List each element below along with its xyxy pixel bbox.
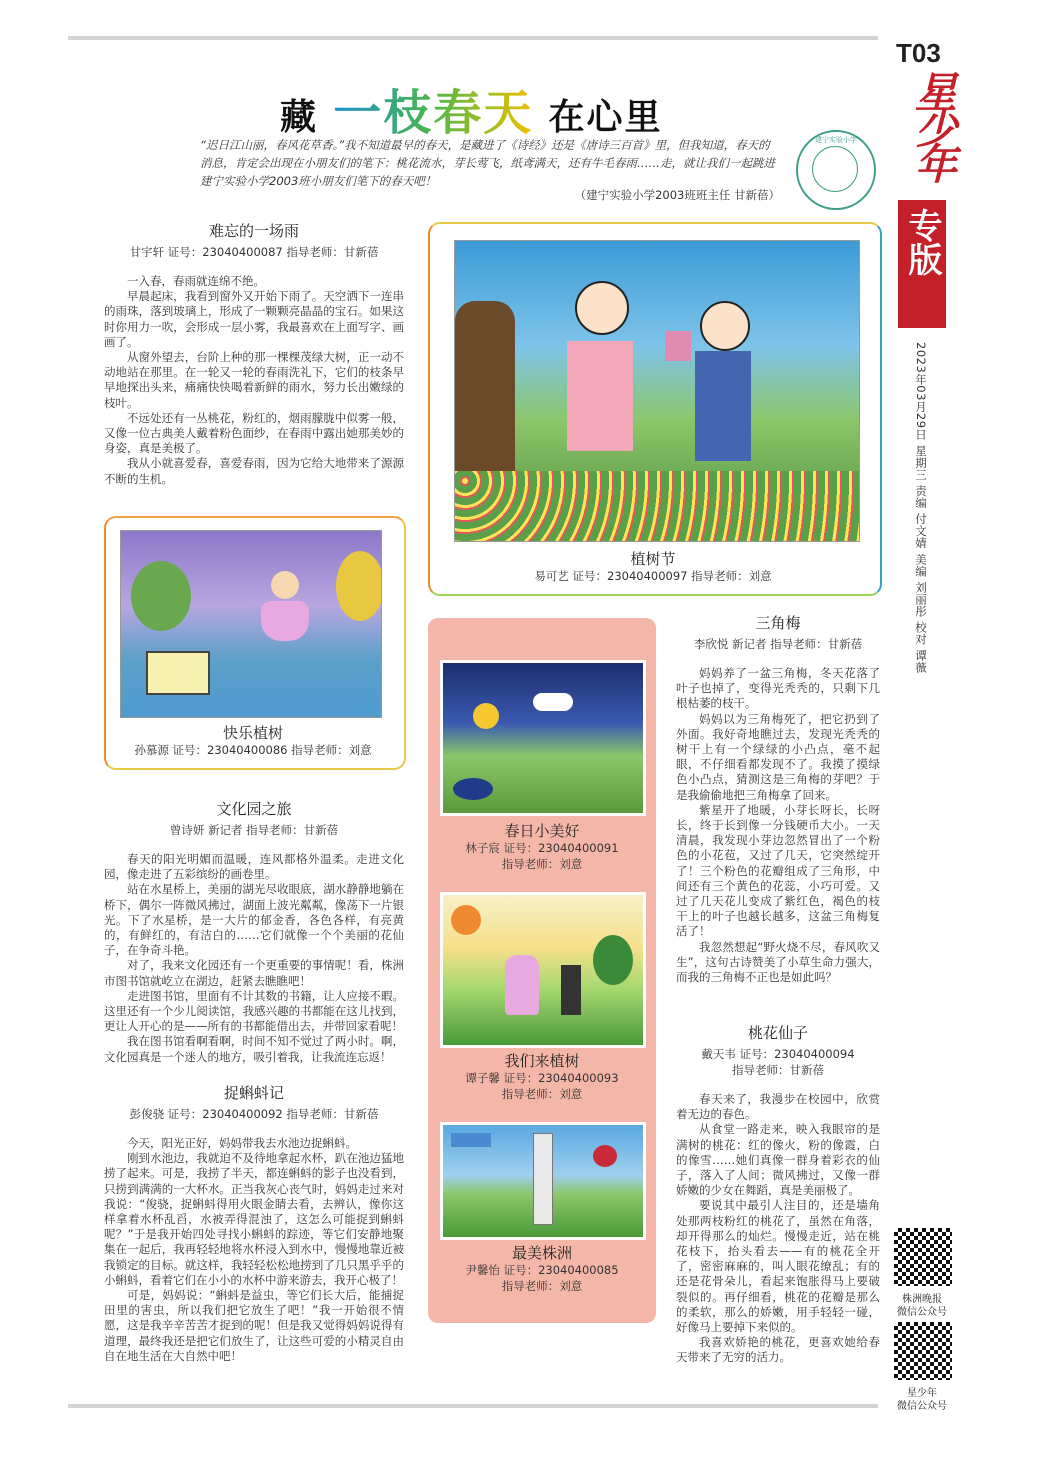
paragraph: 我在图书馆看啊看啊，时间不知不觉过了两小时。啊，文化园真是一个迷人的地方，吸引着我，让我流连忘返！: [104, 1034, 404, 1064]
artwork-meta-1: 易可艺 证号：23040400097 指导老师：刘意: [534, 569, 772, 583]
top-rule: [68, 36, 878, 40]
artwork-meta-4b: 指导老师：刘意: [501, 1087, 583, 1101]
school-logo-text: 建宁实验小学: [815, 136, 857, 144]
tree-shape: [593, 935, 633, 985]
girl-dress: [567, 341, 633, 451]
article-4: [676, 612, 880, 985]
cloud-shape: [533, 693, 573, 711]
girl-figure: [575, 281, 629, 335]
tree-shape: [336, 551, 382, 621]
paragraph: 春天来了，我漫步在校园中，欣赏着无边的春色。: [676, 1092, 880, 1122]
boy-figure: [700, 301, 750, 351]
intro-sign: （建宁实验小学2003班班主任 甘新蓓）: [574, 188, 780, 202]
artwork-title-1: 植树节: [630, 550, 676, 568]
article-body: [676, 1092, 880, 1366]
paragraph: 从食堂一路走来，映入我眼帘的是满树的桃花：红的像火，粉的像霞，白的像雪……她们真像一群身着彩衣的仙子，落入了人间；微风拂过，又像一群娇嫩的少女在舞蹈，真是美丽极了。: [676, 1122, 880, 1198]
paragraph: 一入春，春雨就连绵不绝。: [127, 274, 265, 288]
paragraph: 不远处还有一丛桃花，粉红的，烟雨朦胧中似雾一般，又像一位古典美人戴着粉色面纱，在春雨中露出她那美妙的身姿，真是美极了。: [104, 410, 404, 456]
paragraph: 我忽然想起“野火烧不尽，春风吹又生”，这句古诗赞美了小草生命力强大，而我的三角梅不正也是如此吗？: [676, 939, 880, 985]
article-meta: 李欣悦 新记者 指导老师：甘新蓓: [693, 637, 863, 651]
article-body: [104, 852, 404, 1065]
paragraph: 走进图书馆，里面有不计其数的书籍，让人应接不暇。这里还有一个少儿阅读馆，我感兴趣的书都能在这儿找到，更让人开心的是——所有的书都能借出去，并带回家看呢！: [104, 988, 404, 1034]
paragraph: 我喜欢娇艳的桃花，更喜欢她给春天带来了无穷的活力。: [676, 1335, 880, 1365]
headline-part-3: 在心里: [548, 97, 663, 138]
article-3: [104, 1082, 404, 1364]
headline-part-1: 藏: [280, 97, 319, 138]
label-box: [451, 1133, 491, 1147]
article-title: 文化园之旅: [216, 800, 292, 818]
article-meta: 指导老师：甘新蓓: [732, 1063, 824, 1077]
article-title: 桃花仙子: [747, 1024, 808, 1042]
school-logo: [796, 130, 876, 210]
article-title: 三角梅: [755, 614, 801, 632]
paragraph: 要说其中最引人注目的，还是墙角处那两枝粉红的桃花了，虽然在角落，却开得那么的灿烂。慢慢走近，站在桃花枝下，抬头看去——有的桃花全开了，密密麻麻的，叫人眼花缭乱；有的还是花骨朵儿，看起来饱胀得马上要破裂似的。再仔细看，桃花的花瓣是那么的柔软，那么的娇嫩，用手轻轻一碰，好像马上要掉下来似的。: [676, 1198, 880, 1335]
artwork-image-4: [440, 892, 646, 1048]
tree-shape: [131, 561, 191, 631]
artwork-meta-3a: 林子宸 证号：23040400091: [465, 841, 619, 855]
artwork-image-5: [440, 1122, 646, 1240]
headline-part-2: 一枝春天: [333, 85, 534, 141]
paragraph: 从窗外望去，台阶上种的那一棵棵茂绿大树，正一动不动地站在那里。在一轮又一轮的春雨洗礼下，它们的枝条早早地探出头来，痛痛快快喝着新鲜的雨水，努力长出嫩绿的枝叶。: [104, 350, 404, 410]
article-body: [104, 1136, 404, 1364]
paragraph: 我从小就喜爱春，喜爱春雨，因为它给大地带来了源源不断的生机。: [104, 456, 404, 486]
paragraph: 可是，妈妈说：“蝌蚪是益虫，等它们长大后，能捕捉田里的害虫，所以我们把它放生了吧！”我一开始很不情愿，这是我辛辛苦苦才捉到的呢！但是我又觉得妈妈说得有道理，最终我还是把它们放生了，让这些可爱的小精灵自由自在地生活在大自然中吧！: [104, 1288, 404, 1363]
artwork-title-4: 我们来植树: [504, 1052, 580, 1070]
artwork-image-1: [454, 240, 860, 542]
artwork-meta-3b: 指导老师：刘意: [501, 857, 583, 871]
qr-label-2a: 星少年: [907, 1388, 937, 1399]
article-body: [676, 666, 880, 985]
article-title: 难忘的一场雨: [208, 222, 299, 240]
artwork-image-3: [440, 660, 646, 816]
intro-text: “迟日江山丽，春风花草香。”我不知道最早的春天，是藏进了《诗经》还是《唐诗三百首》里，但我知道，春天的消息，肯定会出现在小朋友们的笔下：桃花流水，芽长莺飞，纸鸢满天，还有牛毛春雨……走，就让我们一起跳进建宁实验小学2003班小朋友们笔下的春天吧！: [200, 138, 775, 188]
boy-body: [695, 351, 751, 461]
tower-shape: [533, 1133, 553, 1225]
artwork-title-3: 春日小美好: [504, 822, 580, 840]
paragraph: 今天，阳光正好，妈妈带我去水池边捉蝌蚪。: [127, 1136, 357, 1150]
dress-shape: [261, 601, 309, 641]
article-meta: 曾诗妍 新记者 指导老师：甘新蓓: [169, 823, 339, 837]
paragraph: 站在水星桥上，美丽的湖光尽收眼底，湖水静静地躺在桥下，偶尔一阵微风拂过，湖面上波光粼粼，像荡下一片银光。下了水星桥，是一大片的郁金香，各色各样，有亮黄的，有鲜红的，有洁白的……它们就像一个个美丽的花仙子，在争奇斗艳。: [104, 882, 404, 958]
article-5: [676, 1022, 880, 1366]
paragraph: 对了，我来文化园还有一个更重要的事情呢！看，株洲市图书馆就屹立在湖边，赶紧去瞧瞧吧！: [104, 958, 404, 988]
artwork-meta-2: 孙慕源 证号：23040400086 指导老师：刘意: [134, 743, 372, 757]
artwork-meta-5b: 指导老师：刘意: [501, 1279, 583, 1293]
artwork-meta-5a: 尹馨怡 证号：23040400085: [465, 1263, 619, 1277]
paragraph: 早晨起床，我看到窗外又开始下雨了。天空洒下一连串的雨珠，落到玻璃上，形成了一颗颗亮晶晶的宝石。如果这时你用力一吹，会形成一层小雾，我最喜欢在上面写字、画画了。: [104, 289, 404, 349]
qr-label-1a: 株洲晚报: [902, 1294, 942, 1305]
girl-figure: [505, 955, 539, 1015]
artwork-meta-4a: 谭子馨 证号：23040400093: [465, 1071, 619, 1085]
headline: [280, 74, 663, 143]
section-ribbon: [898, 200, 946, 328]
brand-logo: 星少年: [909, 70, 958, 178]
article-meta: 甘宇轩 证号：23040400087 指导老师：甘新蓓: [129, 245, 379, 259]
artwork-image-2: [120, 530, 382, 718]
article-body: [104, 274, 404, 487]
page-code: T03: [896, 38, 941, 68]
section-label: 专版: [902, 208, 942, 276]
sun-shape: [451, 905, 481, 935]
sun-shape: [473, 703, 499, 729]
boy-figure: [561, 965, 581, 1015]
paragraph: 妈妈养了一盆三角梅，冬天花落了叶子也掉了，变得光秃秃的，只剩下几根枯萎的枝干。: [676, 666, 880, 711]
paragraph: 春天的阳光明媚而温暖，连风都格外温柔。走进文化园，像走进了五彩缤纷的画卷里。: [104, 852, 404, 882]
article-meta: 彭俊骁 证号：23040400092 指导老师：甘新蓓: [129, 1107, 379, 1121]
qr-label-2b: 微信公众号: [897, 1401, 947, 1412]
paragraph: 妈妈以为三角梅死了，把它扔到了外面。我好奇地瞧过去，发现光秃秃的树干上有一个绿绿的小凸点，毫不起眼，不仔细看都发现不了。我摸了摸绿色小凸点，猜测这是三角梅的芽吧？于是我偷偷地把三角梅拿了回来。: [676, 711, 880, 802]
qr-code-2[interactable]: [894, 1322, 952, 1380]
paragraph: 紫星开了地暖，小芽长呀长，长呀长，终于长到像一分钱硬币大小。一天清晨，我发现小芽边忽然冒出了一个粉色的小花苞，又过了几天，它突然绽开了！三个粉色的花瓣组成了三角形，中间还有三个黄色的花蕊，小巧可爱。又过了几天花儿变成了紫红色，褐色的枝干上的叶子也越长越多，这盆三角梅复活了！: [676, 802, 880, 939]
article-1: [104, 220, 404, 487]
flower-field: [455, 471, 859, 541]
school-logo-inner: [812, 146, 858, 192]
artwork-title-2: 快乐植树: [222, 724, 283, 742]
qr-code-1[interactable]: [894, 1228, 952, 1286]
artwork-title-5: 最美株洲: [511, 1244, 572, 1262]
article-2: [104, 798, 404, 1065]
article-title: 捉蝌蚪记: [223, 1084, 284, 1102]
qr-label-1b: 微信公众号: [897, 1307, 947, 1318]
child-figure: [271, 571, 299, 599]
date-line: 2023年03月29日 星期三 责编 付文婧 美编 刘丽彤 校对 谭薇: [914, 342, 928, 674]
house-shape: [665, 331, 691, 361]
house-shape: [146, 651, 210, 695]
paragraph: 刚到水池边，我就迫不及待地拿起水杯，趴在池边猛地捞了起来。可是，我捞了半天，都连蝌蚪的影子也没看到，只捞到满满的一大杯水。正当我灰心丧气时，妈妈走过来对我说：“俊骁，捉蝌蚪得用火眼金睛去看，去辨认，像你这样拿着水杯乱舀，水被弄得混浊了，这怎么可能捉到蝌蚪呢？”于是我开始四处寻找小蝌蚪的踪迹，等它们安静地聚集在一起后，我再轻轻地将水杯浸入到水中，慢慢地靠近被我锁定的目标。就这样，我轻轻松松地捞到了几只黑乎乎的小蝌蚪，看着它们在小小的水杯中游来游去，我开心极了！: [104, 1151, 404, 1287]
article-meta: 戴天韦 证号：23040400094: [701, 1047, 855, 1061]
heart-shape: [593, 1145, 617, 1167]
bottom-rule: [68, 1404, 878, 1408]
pond-shape: [453, 778, 493, 800]
